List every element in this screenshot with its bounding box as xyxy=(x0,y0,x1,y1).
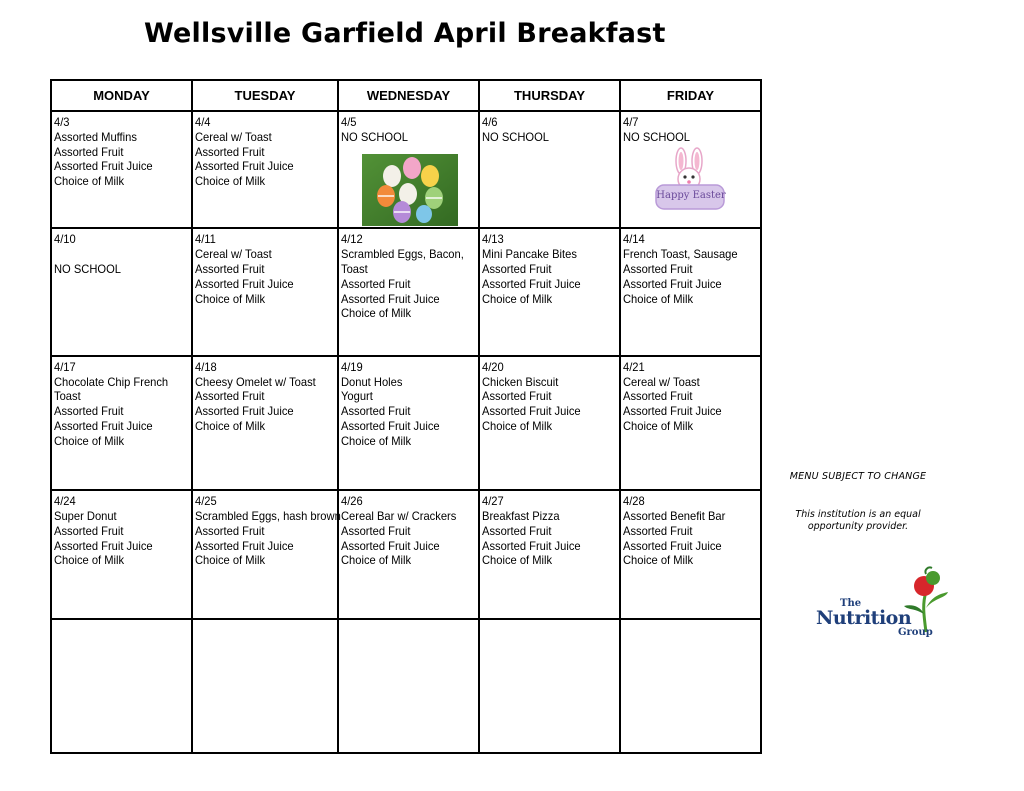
menu-item: Choice of Milk xyxy=(482,553,553,568)
menu-date: 4/12 xyxy=(341,232,363,247)
menu-item: Assorted Fruit Juice xyxy=(623,404,722,419)
menu-item: Assorted Fruit Juice xyxy=(623,276,722,291)
menu-day-items xyxy=(54,115,180,189)
menu-item: Choice of Milk xyxy=(195,418,266,433)
menu-date: 4/10 xyxy=(54,232,76,247)
menu-item: NO SCHOOL xyxy=(623,129,690,144)
menu-date: 4/21 xyxy=(623,359,645,374)
menu-subject-to-change-note: MENU SUBJECT TO CHANGE xyxy=(789,471,927,482)
menu-date: 4/27 xyxy=(482,494,504,509)
menu-day-cell xyxy=(51,228,192,355)
menu-date: 4/11 xyxy=(195,232,216,247)
menu-day-items xyxy=(195,494,341,568)
menu-day-cell xyxy=(192,619,338,753)
menu-date: 4/26 xyxy=(341,494,363,509)
menu-item: Choice of Milk xyxy=(54,553,125,568)
menu-day-cell xyxy=(192,356,338,490)
menu-item: Assorted Fruit Juice xyxy=(482,404,581,419)
menu-day-cell xyxy=(479,619,620,753)
menu-item: Super Donut xyxy=(54,508,117,523)
menu-day-cell xyxy=(479,228,620,355)
easter-bunny-graphic xyxy=(623,147,758,213)
menu-item: Choice of Milk xyxy=(341,306,412,321)
menu-item: Choice of Milk xyxy=(482,291,553,306)
menu-item: Cereal Bar w/ Crackers xyxy=(341,508,457,523)
menu-item: French Toast, Sausage xyxy=(623,247,738,262)
menu-day-items xyxy=(623,494,749,568)
menu-item: Assorted Fruit xyxy=(341,404,411,419)
menu-day-cell xyxy=(620,228,761,355)
menu-day-cell xyxy=(620,356,761,490)
menu-day-cell xyxy=(620,111,761,228)
menu-day-cell xyxy=(338,228,479,355)
menu-item: Assorted Fruit xyxy=(482,523,552,538)
week-row xyxy=(51,356,761,490)
menu-date: 4/13 xyxy=(482,232,504,247)
menu-item: Choice of Milk xyxy=(195,553,266,568)
day-header: MONDAY xyxy=(51,80,192,111)
menu-day-items xyxy=(623,115,749,145)
menu-item: Assorted Muffins xyxy=(54,129,137,144)
menu-item: Chicken Biscuit xyxy=(482,374,559,389)
menu-item: NO SCHOOL xyxy=(54,261,121,276)
menu-item: Assorted Fruit Juice xyxy=(195,276,294,291)
menu-day-items xyxy=(482,232,608,306)
week-row xyxy=(51,490,761,618)
menu-item: Assorted Fruit xyxy=(482,261,552,276)
breakfast-menu-table xyxy=(50,79,762,754)
menu-item: Assorted Fruit xyxy=(623,389,693,404)
menu-day-items xyxy=(482,360,608,434)
menu-date: 4/14 xyxy=(623,232,645,247)
menu-item: Assorted Fruit Juice xyxy=(54,159,153,174)
menu-day-cell xyxy=(192,111,338,228)
menu-item: Assorted Fruit Juice xyxy=(54,538,153,553)
day-header: FRIDAY xyxy=(620,80,761,111)
menu-day-items xyxy=(195,360,325,434)
menu-day-items xyxy=(341,494,467,568)
menu-item: Assorted Fruit Juice xyxy=(341,538,440,553)
menu-day-items xyxy=(482,115,608,145)
menu-item: Choice of Milk xyxy=(623,291,694,306)
menu-item: Yogurt xyxy=(341,389,373,404)
menu-day-cell xyxy=(338,356,479,490)
menu-item: NO SCHOOL xyxy=(482,129,549,144)
menu-item: Assorted Fruit xyxy=(195,261,265,276)
day-header: THURSDAY xyxy=(479,80,620,111)
menu-item: Donut Holes xyxy=(341,374,403,389)
menu-item: Assorted Fruit xyxy=(195,144,265,159)
menu-item: Assorted Fruit Juice xyxy=(482,276,581,291)
menu-day-items xyxy=(54,494,180,568)
easter-graphic-text: Happy Easter xyxy=(656,189,726,201)
menu-day-items xyxy=(623,232,749,306)
menu-date: 4/19 xyxy=(341,359,363,374)
menu-item: Toast xyxy=(54,389,81,404)
menu-item: Assorted Fruit Juice xyxy=(341,418,440,433)
menu-day-items xyxy=(54,360,180,449)
logo-text-main: Nutrition xyxy=(816,607,912,629)
menu-item: Choice of Milk xyxy=(341,553,412,568)
menu-date: 4/6 xyxy=(482,115,498,129)
menu-item: Scrambled Eggs, hash brown xyxy=(195,508,341,523)
menu-day-cell xyxy=(338,619,479,753)
menu-day-cell xyxy=(51,490,192,618)
menu-item: Assorted Fruit Juice xyxy=(195,538,294,553)
menu-item: Choice of Milk xyxy=(623,553,694,568)
menu-item: Chocolate Chip French xyxy=(54,374,169,389)
menu-item: Assorted Fruit xyxy=(54,404,124,419)
menu-item: Assorted Fruit Juice xyxy=(195,404,294,419)
logo-text-group: Group xyxy=(898,627,933,638)
menu-date: 4/7 xyxy=(623,115,639,129)
menu-item: Assorted Fruit Juice xyxy=(623,538,722,553)
menu-item: Cheesy Omelet w/ Toast xyxy=(195,374,316,389)
menu-day-cell xyxy=(51,111,192,228)
menu-day-items xyxy=(341,360,467,449)
menu-day-cell xyxy=(51,619,192,753)
menu-date: 4/4 xyxy=(195,115,211,129)
menu-date: 4/28 xyxy=(623,494,645,509)
menu-item: Choice of Milk xyxy=(195,291,266,306)
menu-item: Cereal w/ Toast xyxy=(195,247,272,262)
page-title: Wellsville Garfield April Breakfast xyxy=(144,18,666,49)
menu-item: Assorted Fruit Juice xyxy=(482,538,581,553)
day-header: TUESDAY xyxy=(192,80,338,111)
menu-item: Assorted Fruit xyxy=(341,523,411,538)
menu-day-items xyxy=(341,232,467,321)
day-header-row xyxy=(51,80,761,111)
menu-day-cell xyxy=(479,490,620,618)
menu-item: Assorted Fruit Juice xyxy=(195,159,294,174)
menu-item: Assorted Fruit xyxy=(482,389,552,404)
the-nutrition-group-logo xyxy=(812,562,957,644)
menu-day-cell xyxy=(192,228,338,355)
easter-eggs-photo xyxy=(362,154,458,226)
menu-day-cell xyxy=(51,356,192,490)
menu-day-items xyxy=(54,232,180,276)
menu-item: Assorted Fruit xyxy=(195,523,265,538)
week-row xyxy=(51,111,761,228)
menu-date: 4/24 xyxy=(54,494,76,509)
menu-date: 4/25 xyxy=(195,494,217,509)
menu-item: Choice of Milk xyxy=(195,174,266,189)
menu-day-cell xyxy=(479,111,620,228)
menu-item: Assorted Fruit xyxy=(54,144,124,159)
menu-item: Choice of Milk xyxy=(54,433,125,448)
week-row xyxy=(51,228,761,355)
menu-item: Choice of Milk xyxy=(54,174,125,189)
menu-day-cell xyxy=(620,619,761,753)
menu-item: Cereal w/ Toast xyxy=(623,374,700,389)
menu-item: Assorted Fruit xyxy=(195,389,265,404)
menu-item: Assorted Fruit Juice xyxy=(341,291,440,306)
menu-item: Choice of Milk xyxy=(482,418,553,433)
menu-date: 4/18 xyxy=(195,359,217,374)
menu-date: 4/3 xyxy=(54,115,70,129)
menu-item: Cereal w/ Toast xyxy=(195,129,272,144)
day-header: WEDNESDAY xyxy=(338,80,479,111)
menu-day-cell xyxy=(620,490,761,618)
menu-item: Assorted Fruit xyxy=(623,523,693,538)
menu-item: Breakfast Pizza xyxy=(482,508,560,523)
menu-day-items xyxy=(482,494,608,568)
menu-day-items xyxy=(195,232,325,306)
menu-date: 4/5 xyxy=(341,115,357,129)
menu-day-items xyxy=(341,115,467,145)
menu-day-cell xyxy=(338,111,479,228)
menu-item: Assorted Fruit Juice xyxy=(54,418,153,433)
menu-item: Assorted Fruit xyxy=(341,276,411,291)
menu-item xyxy=(54,247,180,262)
menu-item: Choice of Milk xyxy=(623,418,694,433)
menu-day-cell xyxy=(338,490,479,618)
menu-day-cell xyxy=(192,490,341,618)
logo-text-the: The xyxy=(840,598,862,609)
menu-day-cell xyxy=(479,356,620,490)
menu-item: Mini Pancake Bites xyxy=(482,247,577,262)
menu-item: Assorted Fruit xyxy=(54,523,124,538)
menu-date: 4/20 xyxy=(482,359,504,374)
menu-item: Assorted Benefit Bar xyxy=(623,508,726,523)
menu-item: Choice of Milk xyxy=(341,433,412,448)
menu-item: Toast xyxy=(341,261,368,276)
menu-date: 4/17 xyxy=(54,359,76,374)
menu-day-items xyxy=(623,360,749,434)
menu-item: Assorted Fruit xyxy=(623,261,693,276)
menu-day-items xyxy=(195,115,325,189)
menu-item: Scrambled Eggs, Bacon, xyxy=(341,247,464,262)
equal-opportunity-note: This institution is an equal opportunity provider. xyxy=(795,509,921,532)
menu-item: NO SCHOOL xyxy=(341,129,408,144)
week-row xyxy=(51,619,761,753)
